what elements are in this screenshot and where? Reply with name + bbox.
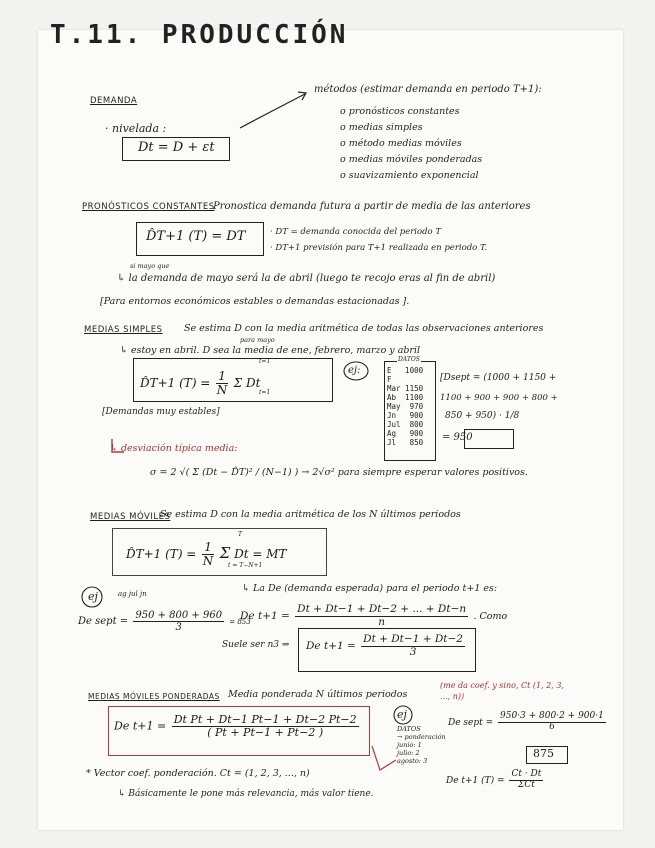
- mp-vector: * Vector coef. ponderación. Ct = (1, 2, 3, ..., n): [86, 768, 310, 779]
- mp-general: [446, 770, 545, 791]
- ms-ej: ej:: [348, 365, 361, 376]
- mp-calc: [448, 712, 608, 733]
- mm-sum-top: T: [238, 531, 243, 538]
- mm-eq-lhs: De t+1 =: [240, 610, 290, 623]
- metodo-5: o suavizamiento exponencial: [340, 170, 479, 181]
- heading-demanda: DEMANDA: [90, 96, 138, 106]
- metodo-3: o método medias móviles: [340, 138, 462, 149]
- mp-intro: Media ponderada N últimos periodos: [228, 689, 408, 700]
- mm-formula: [126, 541, 287, 568]
- mm-box-lhs: De t+1 =: [306, 640, 356, 653]
- demanda-formula: Dt = D + εt: [138, 140, 215, 155]
- mp-calc-den: 6: [549, 721, 555, 732]
- mm-frac-num: 1: [204, 540, 212, 554]
- mm-eq-num: Dt + Dt−1 + Dt−2 + ... + Dt−n: [297, 603, 467, 615]
- pronosticos-bracket: [Para entornos económicos estables o demandas estacionadas ].: [100, 296, 410, 307]
- ms-calc-2: 1100 + 900 + 900 + 800 +: [440, 393, 558, 403]
- metodo-4: o medias móviles ponderadas: [340, 154, 483, 165]
- mm-ej-head: ag jul jn: [118, 590, 147, 598]
- medias-simples-line2: ↳ estoy en abril. D sea la media de ene, febrero, marzo y abril: [120, 345, 421, 356]
- mp-basic: ↳ Básicamente le pone más relevancia, más valor tiene.: [118, 789, 374, 799]
- heading-pronosticos: PRONÓSTICOS CONSTANTES: [82, 202, 215, 212]
- ms-sum-bot: t=1: [259, 389, 271, 396]
- mm-sigma-symbol: Σ: [219, 544, 231, 563]
- mm-ej-num: 950 + 800 + 960: [135, 610, 223, 621]
- pronosticos-intro: Pronostica demanda futura a partir de media de las anteriores: [213, 201, 531, 212]
- mm-frac-den: N: [202, 554, 214, 569]
- mm-ej-formula: [78, 610, 251, 633]
- mm-result-formula: [306, 634, 467, 658]
- mp-red-note: (me da coef. y sino, Ct (1, 2, 3, ..., n)): [440, 681, 564, 701]
- medias-simples-small: para mayo: [240, 336, 275, 344]
- ms-frac-den: N: [216, 383, 228, 398]
- heading-medias-ponderadas: MEDIAS MÓVILES PONDERADAS: [88, 692, 220, 701]
- metodos-label: métodos (estimar demanda en periodo T+1):: [314, 84, 542, 95]
- heading-medias-moviles: MEDIAS MÓVILES: [90, 512, 171, 522]
- mm-eq-frac: [295, 604, 468, 628]
- mp-calc-lhs: De sept =: [448, 717, 494, 728]
- medias-simples-intro: Se estima D con la media aritmética de todas las observaciones anteriores: [184, 323, 544, 334]
- mm-la-de: ↳ La De (demanda esperada) para el periodo t+1 es:: [242, 583, 498, 594]
- pronosticos-note-1: · DT = demanda conocida del periodo T: [270, 227, 442, 237]
- mp-calc-num: 950·3 + 800·2 + 900·1: [500, 711, 604, 721]
- ms-stable: [Demandas muy estables]: [102, 407, 220, 417]
- mm-sum-bot: t = T−N+1: [228, 562, 263, 569]
- mm-term: Dt: [234, 547, 249, 562]
- mp-num: Dt Pt + Dt−1 Pt−1 + Dt−2 Pt−2: [173, 713, 357, 726]
- mm-frac: [202, 541, 214, 568]
- mp-general-lhs: De t+1 (T) =: [446, 775, 505, 786]
- nivelada-label: · nivelada :: [105, 122, 167, 135]
- medias-simples-formula: [140, 370, 260, 397]
- mp-general-num: Ct · Dt: [511, 769, 542, 779]
- mm-ej: ej: [88, 590, 98, 603]
- mp-calc-frac: [498, 712, 606, 733]
- mp-den: ( Pt + Pt−1 + Pt−2 ): [207, 726, 324, 740]
- heading-medias-simples: MEDIAS SIMPLES: [84, 325, 163, 335]
- mm-rhs: = MT: [252, 547, 287, 562]
- pronosticos-note-2: · DT+1 previsión para T+1 realizada en periodo T.: [270, 243, 488, 253]
- mm-box-num: Dt + Dt−1 + Dt−2: [363, 633, 463, 645]
- mp-frac: [172, 714, 359, 739]
- mm-suele: Suele ser n3 ⇒: [222, 640, 290, 650]
- mm-box-den: 3: [409, 645, 417, 658]
- mm-eq: [240, 604, 507, 628]
- mp-calc-res: 875: [533, 747, 554, 760]
- mm-ej-frac: [133, 610, 224, 633]
- ms-calc-3: 850 + 950) · 1/8: [445, 411, 520, 421]
- metodo-2: o medias simples: [340, 122, 423, 133]
- ms-datos: E 1000 F Mar 1150 Ab 1100 May 970 Jn 900 Jul 800 Ag 900 Jl 850: [387, 366, 424, 447]
- mm-box-frac: [361, 634, 465, 658]
- mp-general-den: ΣCt: [517, 779, 535, 790]
- pronosticos-formula: D̂T+1 (T) = DT: [146, 229, 246, 244]
- mm-eq-den: n: [378, 615, 386, 628]
- mm-lhs: D̂T+1 (T) =: [126, 547, 197, 562]
- ms-desviacion: ↳ desviación típica media:: [110, 443, 238, 454]
- metodo-1: o pronósticos constantes: [340, 106, 460, 117]
- mp-formula: [114, 714, 361, 739]
- mm-ej-lhs: De sept =: [78, 616, 129, 627]
- pronosticos-example: ↳ la demanda de mayo será la de abril (luego te recojo eras al fin de abril): [117, 273, 496, 284]
- ms-frac-num: 1: [218, 369, 226, 383]
- ms-result: = 950: [442, 432, 473, 443]
- ms-sigma: σ = 2 √( Σ (Dt − D̂T)² / (N−1) ) → 2√σ² para siempre esperar valores positivos.: [150, 467, 528, 478]
- ms-sum: Σ Dt: [233, 376, 261, 391]
- mp-general-frac: [509, 770, 543, 791]
- pronosticos-small: si mayo que: [130, 262, 170, 270]
- ms-frac: [216, 370, 228, 397]
- mm-ej-den: 3: [175, 622, 182, 633]
- ms-sum-top: t=T: [259, 358, 271, 365]
- mp-lhs: De t+1 =: [114, 719, 167, 733]
- ms-lhs: D̂T+1 (T) =: [140, 376, 211, 391]
- mm-como: . Como: [473, 611, 508, 623]
- mp-ej: ej: [397, 708, 407, 721]
- mm-intro: Se estima D con la media aritmética de los N últimos periodos: [160, 509, 461, 520]
- ms-datos-title: DATOS: [398, 356, 420, 363]
- page-title: T.11. PRODUCCIÓN: [50, 20, 349, 50]
- ms-calc-1: [Dsept = (1000 + 1150 +: [440, 373, 557, 383]
- mm-ej-res: = 853: [229, 618, 251, 626]
- mp-datos: DATOS → ponderación junio: 1 julio: 2 agosto: 3: [397, 725, 446, 765]
